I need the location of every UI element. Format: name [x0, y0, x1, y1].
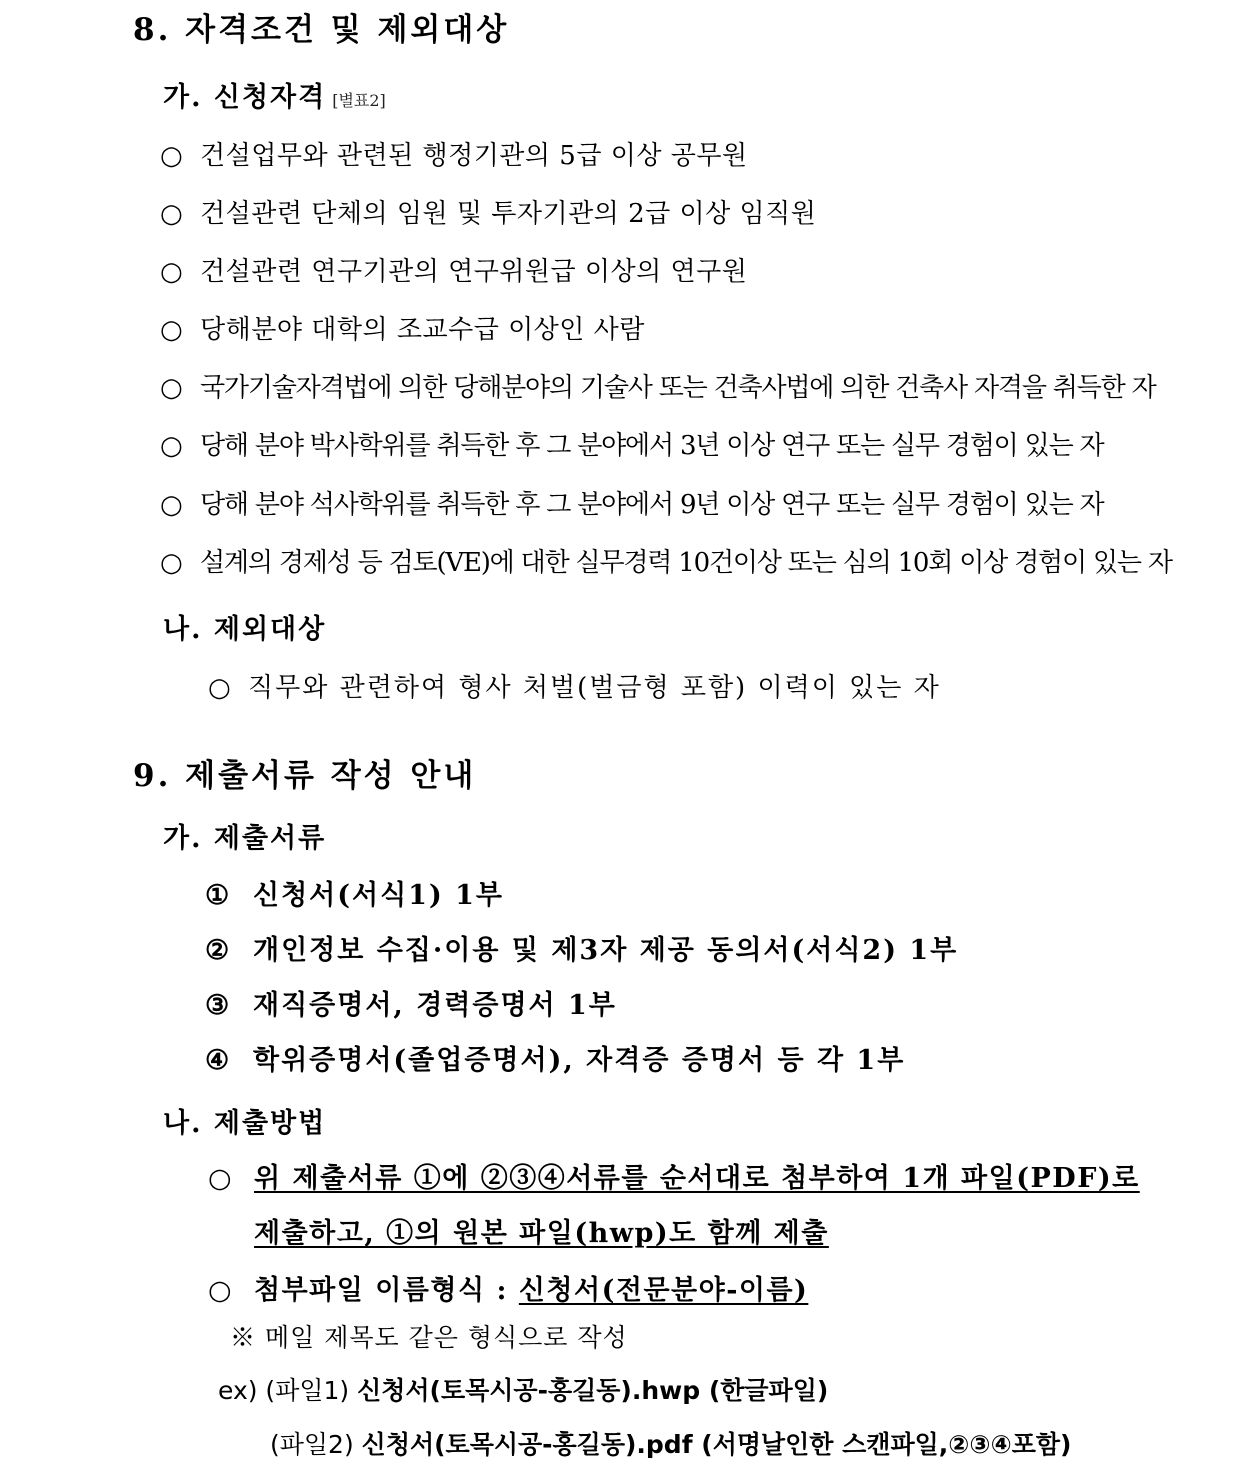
- filename-format-label: 첨부파일 이름형식 :: [254, 1275, 508, 1306]
- subsection-a-title: [163, 82, 386, 114]
- qualification-text: 건설업무와 관련된 행정기관의 5급 이상 공무원: [200, 141, 748, 171]
- document-item: [205, 880, 504, 912]
- circle-bullet-icon: ○: [208, 1275, 234, 1306]
- qualification-text: 건설관련 단체의 임원 및 투자기관의 2급 이상 임직원: [200, 199, 817, 229]
- example-file-1: [218, 1376, 828, 1406]
- circle-bullet-icon: ○: [160, 257, 184, 287]
- qualification-item: [160, 373, 1156, 404]
- example-filename: 신청서(토목시공-홍길동).pdf (서명날인한 스캔파일,②③④포함): [361, 1430, 1072, 1459]
- circled-number-2: ②: [205, 935, 232, 966]
- circle-bullet-icon: ○: [208, 1163, 234, 1194]
- circled-number-3: ③: [205, 990, 232, 1021]
- circle-bullet-icon: ○: [160, 490, 182, 520]
- filename-format-item: [208, 1275, 808, 1307]
- qualification-item: [160, 431, 1103, 462]
- email-subject-note: ※ 메일 제목도 같은 형식으로 작성: [230, 1323, 628, 1352]
- document-item: [205, 1045, 905, 1077]
- document-item: [205, 935, 958, 967]
- qualification-item: [160, 257, 747, 288]
- circle-bullet-icon: ○: [160, 315, 184, 345]
- qualification-item: [160, 315, 645, 346]
- circle-bullet-icon: ○: [160, 141, 184, 171]
- document-text: 학위증명서(졸업증명서), 자격증 증명서 등 각 1부: [253, 1045, 906, 1076]
- circled-number-1: ①: [205, 880, 232, 911]
- method-item-continued: [254, 1218, 829, 1250]
- qualification-item: [160, 490, 1103, 521]
- exclusion-item: [208, 673, 941, 704]
- qualification-text: 설계의 경제성 등 검토(VE)에 대한 실무경력 10건이상 또는 심의 10회 이상 경험이 있는 자: [200, 548, 1172, 578]
- exclusion-text: 직무와 관련하여 형사 처벌(벌금형 포함) 이력이 있는 자: [248, 673, 941, 703]
- subsection-b-title: 나. 제외대상: [163, 614, 327, 645]
- example-prefix: ex) (파일1): [218, 1376, 350, 1405]
- qualification-item: [160, 548, 1172, 579]
- qualification-text: 당해분야 대학의 조교수급 이상인 사람: [200, 315, 645, 345]
- method-subtitle: 나. 제출방법: [163, 1108, 327, 1139]
- circle-bullet-icon: ○: [160, 431, 182, 461]
- document-text: 신청서(서식1) 1부: [253, 880, 505, 911]
- section-8-title: 8. 자격조건 및 제외대상: [133, 12, 510, 48]
- document-text: 재직증명서, 경력증명서 1부: [253, 990, 617, 1021]
- example-file-2: [270, 1430, 1071, 1460]
- example-filename: 신청서(토목시공-홍길동).hwp (한글파일): [357, 1376, 829, 1405]
- subsection-a-label: 가. 신청자격: [163, 82, 327, 113]
- document-text: 개인정보 수집·이용 및 제3자 제공 동의서(서식2) 1부: [253, 935, 959, 966]
- documents-subtitle: 가. 제출서류: [163, 823, 327, 854]
- circle-bullet-icon: ○: [160, 548, 182, 578]
- section-9-title: 9. 제출서류 작성 안내: [133, 758, 477, 794]
- document-item: [205, 990, 617, 1022]
- circle-bullet-icon: ○: [160, 373, 182, 403]
- qualification-text: 당해 분야 석사학위를 취득한 후 그 분야에서 9년 이상 연구 또는 실무 경험이 있는 자: [200, 490, 1104, 520]
- circle-bullet-icon: ○: [160, 199, 184, 229]
- qualification-item: [160, 141, 748, 172]
- qualification-text: 건설관련 연구기관의 연구위원급 이상의 연구원: [200, 257, 748, 287]
- example-prefix: (파일2): [270, 1430, 354, 1459]
- circled-number-4: ④: [205, 1045, 232, 1076]
- method-item: [208, 1163, 1140, 1195]
- filename-format-value: 신청서(전문분야-이름): [518, 1275, 809, 1306]
- method-text-line1: 위 제출서류 ①에 ②③④서류를 순서대로 첨부하여 1개 파일(PDF)로: [254, 1163, 1140, 1194]
- table-reference: [별표2]: [332, 91, 386, 110]
- qualification-item: [160, 199, 816, 230]
- method-text-line2: 제출하고, ①의 원본 파일(hwp)도 함께 제출: [254, 1218, 829, 1249]
- circle-bullet-icon: ○: [208, 673, 233, 703]
- qualification-text: 국가기술자격법에 의한 당해분야의 기술사 또는 건축사법에 의한 건축사 자격을 취득한 자: [200, 373, 1156, 403]
- qualification-text: 당해 분야 박사학위를 취득한 후 그 분야에서 3년 이상 연구 또는 실무 경험이 있는 자: [200, 431, 1104, 461]
